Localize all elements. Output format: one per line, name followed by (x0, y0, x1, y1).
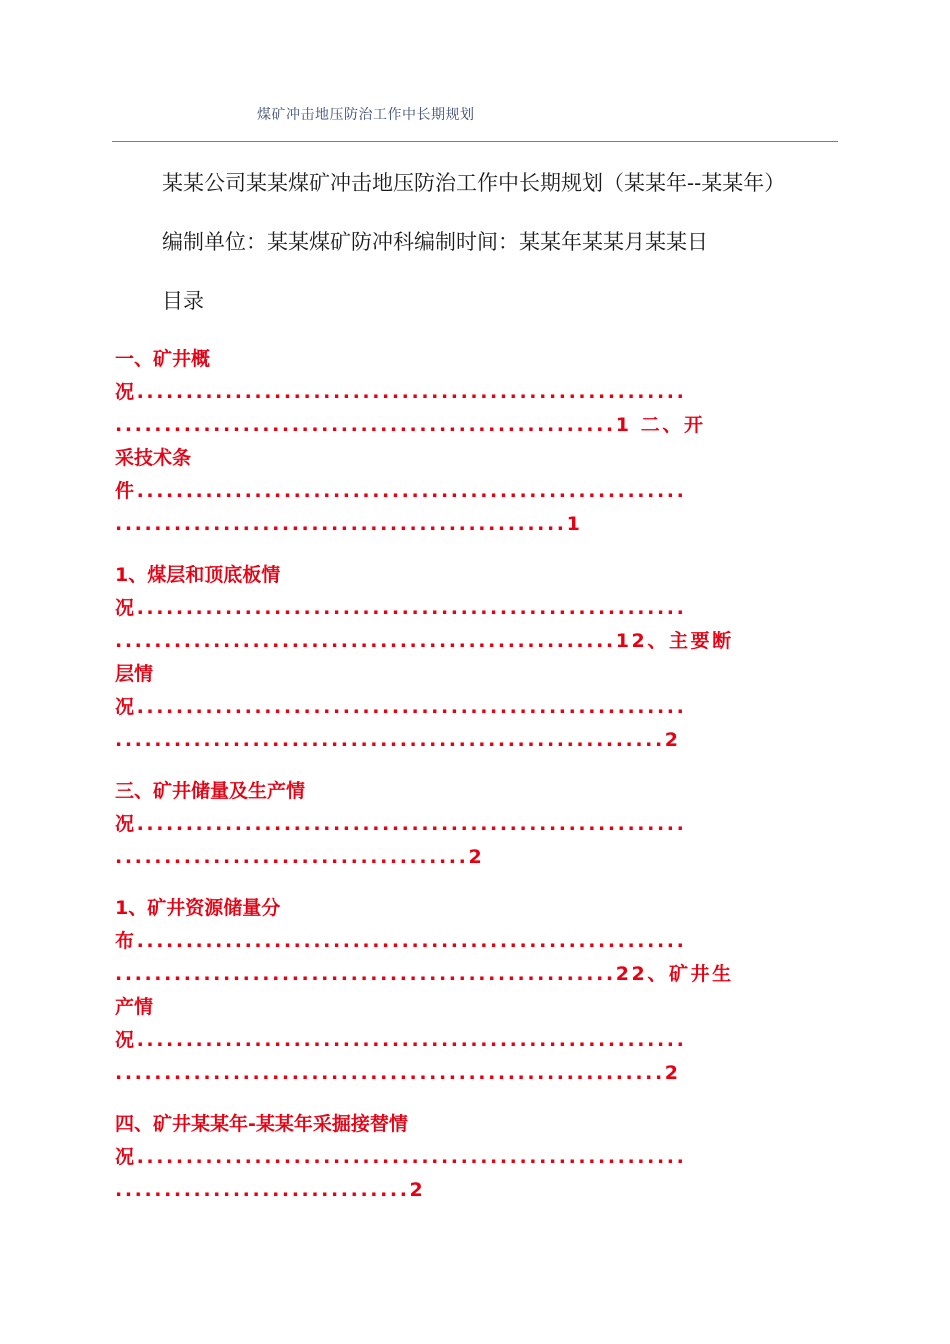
toc-entry[interactable] (115, 1108, 840, 1207)
toc-line: 产情 (115, 996, 154, 1018)
toc-line: 件........................................................ (115, 480, 687, 502)
toc-line: 况........................................................ (115, 813, 687, 835)
toc-entry[interactable] (115, 343, 840, 541)
toc-line: ..............................2 (115, 1179, 426, 1201)
toc-line: ...................................................12、主要断 (115, 630, 734, 652)
toc-line: ...................................................22、矿井生 (115, 963, 734, 985)
toc-gap (115, 541, 840, 559)
toc-entry[interactable] (115, 559, 840, 757)
toc-line: ........................................................2 (115, 1062, 681, 1084)
toc-line: 四、矿井某某年-某某年采掘接替情 (115, 1113, 408, 1135)
toc-entry[interactable] (115, 775, 840, 874)
toc-line: 1、矿井资源储量分 (115, 897, 281, 919)
toc-gap (115, 1090, 840, 1108)
toc-line: ........................................................2 (115, 729, 681, 751)
toc-line: 三、矿井储量及生产情 (115, 780, 306, 802)
toc-line: ....................................2 (115, 846, 485, 868)
toc-line: 采技术条 (115, 447, 192, 469)
toc-line: 一、矿井概 (115, 348, 211, 370)
toc-heading: 目录 (162, 289, 204, 313)
toc-line: 1、煤层和顶底板情 (115, 564, 281, 586)
toc-line: 层情 (115, 663, 154, 685)
running-header: 煤矿冲击地压防治工作中长期规划 (257, 107, 475, 123)
table-of-contents (115, 343, 840, 1207)
toc-line: ...................................................1 二、开 (115, 414, 706, 436)
toc-line: 况........................................................ (115, 597, 687, 619)
header-rule (112, 141, 838, 142)
toc-line: ..............................................1 (115, 513, 583, 535)
document-title: 某某公司某某煤矿冲击地压防治工作中长期规划（某某年--某某年） (162, 171, 786, 195)
document-meta: 编制单位：某某煤矿防冲科编制时间：某某年某某月某某日 (162, 230, 708, 254)
toc-line: 布........................................................ (115, 930, 687, 952)
toc-line: 况........................................................ (115, 1146, 687, 1168)
toc-line: 况........................................................ (115, 696, 687, 718)
toc-line: 况........................................................ (115, 1029, 687, 1051)
toc-gap (115, 874, 840, 892)
toc-line: 况........................................................ (115, 381, 687, 403)
toc-gap (115, 757, 840, 775)
toc-entry[interactable] (115, 892, 840, 1090)
